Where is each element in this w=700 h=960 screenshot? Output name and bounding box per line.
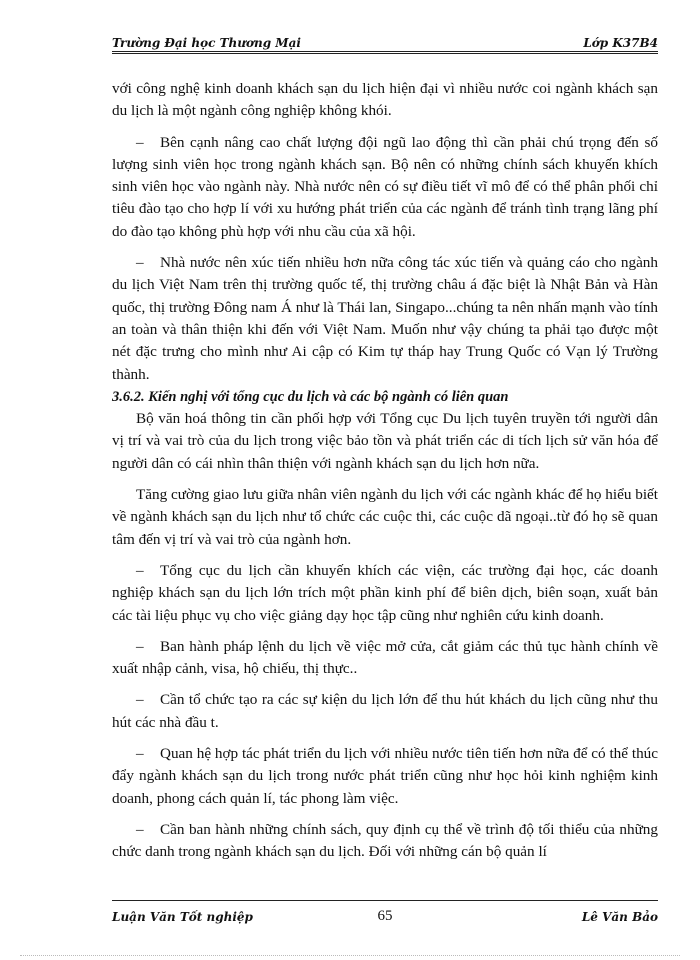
bullet-paragraph [112,743,658,810]
paragraph: Bộ văn hoá thông tin cần phối hợp với Tổng cục Du lịch tuyên truyền tới người dân vị trí và vai trò của du lịch trong việc bảo tồn và phát triển các di tích lịch sử văn hóa để người dân có cái nhìn thân thiện với ngành khách sạn du lịch hơn nữa. [112,410,658,472]
paragraph-text: Cần ban hành những chính sách, quy định cụ thể về trình độ tối thiểu của những chức danh trong ngành khách sạn du lịch. Đối với những cán bộ quản lí [112,820,658,861]
page-bottom-divider [20,955,680,956]
paragraph-text: Bên cạnh nâng cao chất lượng đội ngũ lao động thì cần phải chú trọng đến số lượng sinh viên học trong ngành khách sạn. Bộ nên có những chính sách khuyến khích sinh viên học vào ngành này. Nhà nước nên có sự điều tiết vĩ mô để có thể phân phối chỉ tiêu đào tạo cho hợp lí với xu hướng phát triển của các ngành để tránh tình trạng lãng phí do đào tạo không phù hợp với nhu cầu của xã hội. [112,133,658,240]
bullet-paragraph [112,252,658,386]
paragraph: với công nghệ kinh doanh khách sạn du lịch hiện đại vì nhiều nước coi ngành khách sạn du lịch là một ngành công nghiệp không khói. [112,80,658,120]
bullet-paragraph [112,636,658,681]
paragraph-text: Ban hành pháp lệnh du lịch về việc mở cửa, cắt giảm các thủ tục hành chính về xuất nhập cảnh, visa, hộ chiếu, thị thực.. [112,637,658,678]
page-body [112,78,658,873]
page-header [112,30,658,52]
dash-bullet: – [136,820,144,838]
bullet-paragraph [112,132,658,243]
dash-bullet: – [136,254,144,272]
paragraph: Tăng cường giao lưu giữa nhân viên ngành du lịch với các ngành khác để họ hiểu biết về ngành khách sạn du lịch như tổ chức các cuộc thi, các cuộc dã ngoại..từ đó họ sẽ quan tâm đến vị trí và vai trò của ngành hơn. [112,486,658,548]
paragraph-text: Nhà nước nên xúc tiến nhiều hơn nữa công tác xúc tiến và quảng cáo cho ngành du lịch Việt Nam trên thị trường quốc tế, thị trường châu á đặc biệt là Nhật Bản và Hàn quốc, thị trường Đông nam Á như là Thái lan, Singapo...chúng ta nên nhấn mạnh vào tính an toàn và thân thiện khi đến với Việt Nam. Muốn như vậy chúng ta phải tạo được một nét đặc trưng cho mình như Ai cập có Kim tự tháp hay Trung Quốc có Vạn lý Trường thành. [112,254,658,383]
dash-bullet: – [136,637,144,655]
section-heading: 3.6.2. Kiến nghị với tổng cục du lịch và các bộ ngành có liên quan [112,388,509,405]
paragraph-text: Cần tổ chức tạo ra các sự kiện du lịch lớn để thu hút khách du lịch cũng như thu hút các nhà đầu t. [112,691,658,731]
dash-bullet: – [136,691,144,709]
header-class: Lớp K37B4 [583,36,658,50]
dash-bullet: – [136,561,144,579]
page-footer [112,906,658,928]
page-number: 65 [377,908,393,924]
footer-author: Lê Văn Bảo [581,910,658,924]
footer-rule [112,900,658,901]
bullet-paragraph [112,560,658,627]
bullet-paragraph [112,689,658,734]
paragraph-text: Tổng cục du lịch cần khuyến khích các viện, các trường đại học, các doanh nghiệp khách sạn du lịch lớn trích một phần kinh phí để biên dịch, biên soạn, xuất bản các tài liệu phục vụ cho việc giảng dạy học tập cũng như nghiên cứu kinh doanh. [112,561,658,624]
header-school: Trường Đại học Thương Mại [112,36,301,50]
bullet-paragraph [112,819,658,864]
dash-bullet: – [136,133,144,151]
header-rule [112,51,658,54]
footer-title: Luận Văn Tốt nghiệp [112,910,253,924]
paragraph-text: Quan hệ hợp tác phát triển du lịch với nhiều nước tiên tiến hơn nữa để có thể thúc đẩy ngành khách sạn du lịch trong nước phát triển cũng như học hỏi kinh nghiệm kinh doanh, phong cách quản lí, tác phong làm việc. [112,745,658,807]
dash-bullet: – [136,745,144,763]
